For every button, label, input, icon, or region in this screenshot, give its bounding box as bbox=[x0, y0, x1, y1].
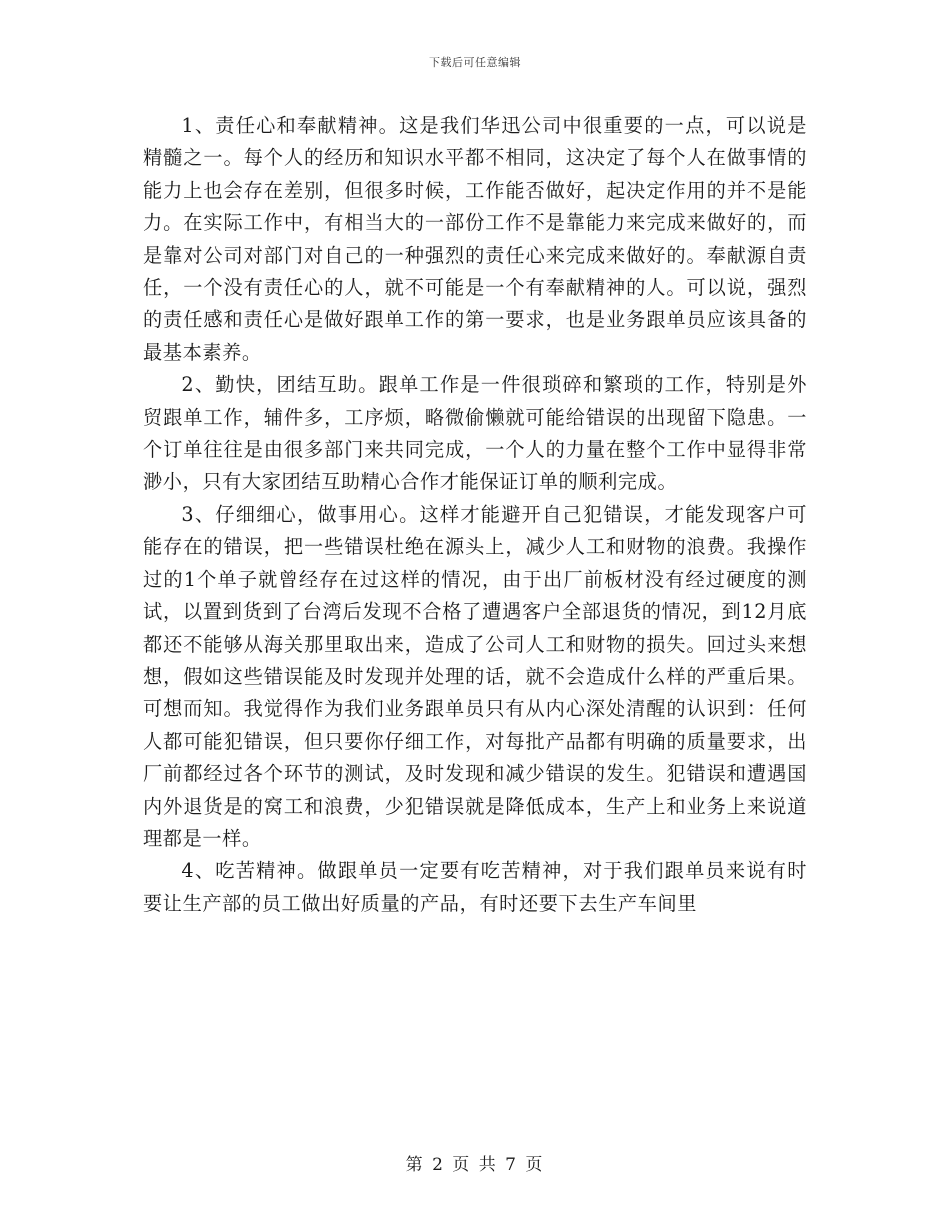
paragraph-4: 4、吃苦精神。做跟单员一定要有吃苦精神，对于我们跟单员来说有时要让生产部的员工做出好质量的产品，有时还要下去生产车间里 bbox=[143, 859, 807, 915]
paragraph-1: 1、责任心和奉献精神。这是我们华迅公司中很重要的一点，可以说是精髓之一。每个人的经历和知识水平都不相同，这决定了每个人在做事情的能力上也会存在差别，但很多时候，工作能否做好，起决定作用的并不是能力。在实际工作中，有相当大的一部份工作不是靠能力来完成来做好的，而是靠对公司对部门对自己的一种强烈的责任心来完成来做好的。奉献源自责任，一个没有责任心的人，就不可能是一个有奉献精神的人。可以说，强烈的责任感和责任心是做好跟单工作的第一要求，也是业务跟单员应该具备的最基本素养。 bbox=[143, 114, 807, 364]
page-footer: 第 2 页 共 7 页 bbox=[405, 1155, 545, 1175]
document-body bbox=[143, 110, 807, 920]
paragraph-2: 2、勤快，团结互助。跟单工作是一件很琐碎和繁琐的工作，特别是外贸跟单工作，辅件多，工序烦，略微偷懒就可能给错误的出现留下隐患。一个订单往往是由很多部门来共同完成，一个人的力量在整个工作中显得非常渺小，只有大家团结互助精心合作才能保证订单的顺利完成。 bbox=[143, 373, 807, 494]
paragraph-3: 3、仔细细心，做事用心。这样才能避开自己犯错误，才能发现客户可能存在的错误，把一些错误杜绝在源头上，减少人工和财物的浪费。我操作过的1个单子就曾经存在过这样的情况，由于出厂前板材没有经过硬度的测试，以置到货到了台湾后发现不合格了遭遇客户全部退货的情况，到12月底都还不能够从海关那里取出来，造成了公司人工和财物的损失。回过头来想想，假如这些错误能及时发现并处理的话，就不会造成什么样的严重后果。可想而知。我觉得作为我们业务跟单员只有从内心深处清醒的认识到：任何人都可能犯错误，但只要你仔细工作，对每批产品都有明确的质量要求，出厂前都经过各个环节的测试，及时发现和减少错误的发生。犯错误和遭遇国内外退货是的窝工和浪费，少犯错误就是降低成本，生产上和业务上来说道理都是一样。 bbox=[143, 502, 807, 850]
header-note: 下载后可任意编辑 bbox=[429, 56, 521, 69]
